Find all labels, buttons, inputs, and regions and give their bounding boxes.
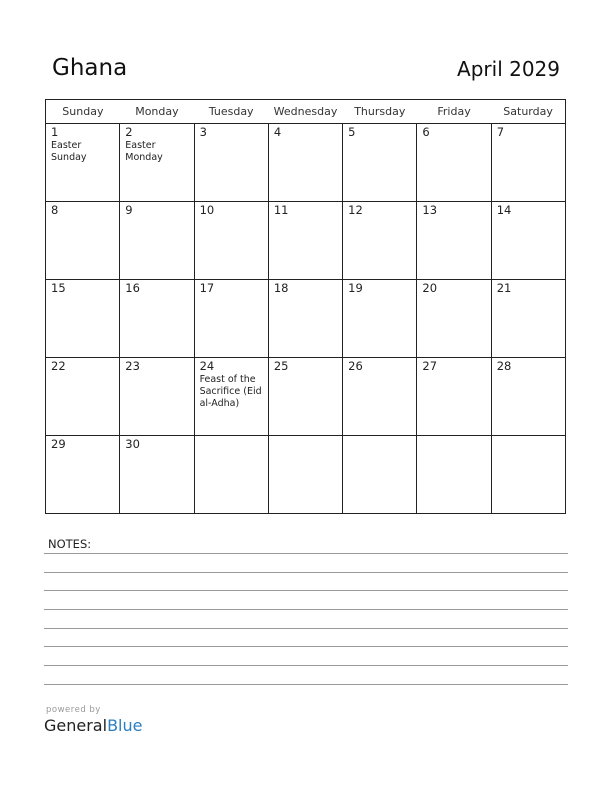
powered-by-text: powered by [46, 705, 101, 715]
month-title: April 2029 [457, 57, 560, 81]
weekday-header-row [46, 100, 566, 124]
note-line [44, 572, 568, 573]
week-row [46, 280, 566, 358]
day-cell [343, 358, 417, 436]
day-cell [46, 358, 120, 436]
day-cell [194, 280, 268, 358]
day-cell [417, 202, 491, 280]
day-number: 2 [125, 125, 133, 139]
day-cell [417, 280, 491, 358]
day-cell [46, 280, 120, 358]
day-number: 13 [422, 203, 438, 217]
note-line [44, 665, 568, 666]
week-row [46, 202, 566, 280]
day-cell [120, 124, 194, 202]
day-number: 5 [348, 125, 356, 139]
day-number: 17 [199, 281, 215, 295]
day-number: 9 [125, 203, 133, 217]
day-number: 7 [496, 125, 505, 139]
day-number: 23 [125, 359, 140, 373]
week-row [46, 124, 566, 202]
day-cell [120, 358, 194, 436]
day-cell [268, 436, 342, 514]
day-number: 6 [422, 125, 430, 139]
weekday-header: Wednesday [268, 100, 342, 124]
day-number: 19 [348, 281, 363, 295]
day-number: 1 [51, 125, 59, 139]
day-cell [491, 436, 565, 514]
note-line [44, 590, 568, 591]
day-number: 16 [125, 281, 140, 295]
day-cell [343, 436, 417, 514]
day-number: 11 [273, 203, 289, 217]
day-cell [194, 124, 268, 202]
day-number: 18 [273, 281, 289, 295]
day-number: 27 [422, 359, 438, 373]
day-number: 8 [51, 203, 59, 217]
day-cell [120, 202, 194, 280]
note-line [44, 646, 568, 647]
weekday-header: Tuesday [194, 100, 268, 124]
day-number: 21 [496, 281, 512, 295]
day-cell [194, 436, 268, 514]
weekday-header: Thursday [343, 100, 417, 124]
note-line [44, 684, 568, 685]
weekday-header: Sunday [46, 100, 120, 124]
day-number: 4 [273, 125, 282, 139]
day-cell [491, 358, 565, 436]
holiday-label: Feast of the Sacrifice (Eid al-Adha) [199, 374, 262, 409]
holiday-label: Easter Monday [125, 140, 163, 163]
day-cell [491, 202, 565, 280]
day-number: 22 [51, 359, 66, 373]
day-number: 26 [348, 359, 363, 373]
day-cell [268, 358, 342, 436]
day-cell [120, 280, 194, 358]
day-number: 14 [496, 203, 512, 217]
day-cell [46, 124, 120, 202]
weekday-header: Monday [120, 100, 194, 124]
day-number: 3 [199, 125, 207, 139]
note-line [44, 628, 568, 629]
day-cell [417, 436, 491, 514]
day-cell [491, 280, 565, 358]
day-cell [343, 202, 417, 280]
week-row [46, 358, 566, 436]
day-cell [46, 436, 120, 514]
day-number: 20 [422, 281, 438, 295]
country-title: Ghana [52, 55, 128, 81]
day-number: 12 [348, 203, 363, 217]
calendar-grid [45, 99, 566, 514]
day-number: 24 [199, 359, 215, 373]
brand-general: General [44, 716, 108, 735]
holiday-label: Easter Sunday [51, 140, 87, 163]
day-cell [194, 358, 268, 436]
day-cell [417, 124, 491, 202]
day-number: 25 [273, 359, 289, 373]
day-cell [268, 280, 342, 358]
generalblue-logo [44, 716, 142, 735]
day-cell [194, 202, 268, 280]
day-cell [343, 280, 417, 358]
day-cell [491, 124, 565, 202]
day-number: 30 [125, 437, 140, 451]
brand-blue: Blue [107, 716, 143, 735]
day-cell [46, 202, 120, 280]
day-cell [120, 436, 194, 514]
day-cell [417, 358, 491, 436]
weekday-header: Friday [417, 100, 491, 124]
day-number: 28 [496, 359, 512, 373]
note-line [44, 553, 568, 554]
day-number: 10 [199, 203, 215, 217]
day-cell [343, 124, 417, 202]
notes-label: NOTES: [48, 537, 92, 551]
day-number: 29 [51, 437, 66, 451]
weekday-header: Saturday [491, 100, 565, 124]
day-cell [268, 124, 342, 202]
note-line [44, 609, 568, 610]
day-cell [268, 202, 342, 280]
week-row [46, 436, 566, 514]
day-number: 15 [51, 281, 66, 295]
